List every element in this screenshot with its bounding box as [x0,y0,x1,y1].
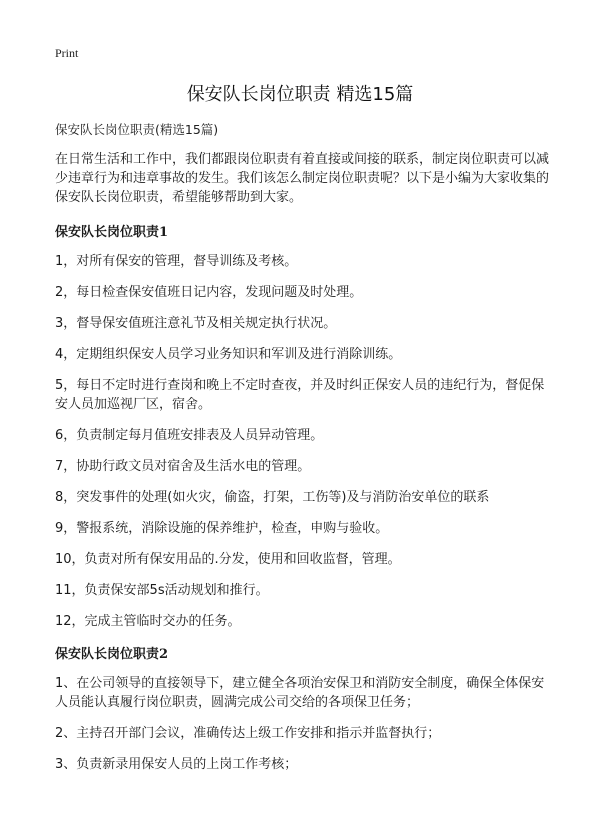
list-item: 1，对所有保安的管理，督导训练及考核。 [55,254,298,269]
list-item: 3，督导保安值班注意礼节及相关规定执行状况。 [55,316,337,331]
document-subtitle: 保安队长岗位职责(精选15篇) [55,122,219,137]
print-link[interactable]: Print [55,46,79,60]
list-item: 7，协助行政文员对宿舍及生活水电的管理。 [55,459,311,474]
document-title: 保安队长岗位职责 精选15篇 [186,84,414,105]
list-item: 11，负责保安部5s活动规划和推行。 [55,583,269,598]
list-item: 5，每日不定时进行查岗和晚上不定时查夜，并及时纠正保安人员的违纪行为，督促保安人员加巡视厂区，宿舍。 [55,378,545,412]
list-item: 2，每日检查保安值班日记内容，发现问题及时处理。 [55,285,363,300]
section-1 [55,221,555,631]
section-heading: 保安队长岗位职责1 [55,225,169,240]
list-item: 10，负责对所有保安用品的.分发，使用和回收监督，管理。 [55,552,401,567]
list-item: 9，警报系统，消除设施的保养维护，检查，申购与验收。 [55,521,389,536]
list-item: 8，突发事件的处理(如火灾，偷盗，打架，工伤等)及与消防治安单位的联系 [55,490,490,505]
list-item: 3、负责新录用保安人员的上岗工作考核； [55,757,298,772]
section-2 [55,643,555,774]
section-heading: 保安队长岗位职责2 [55,647,169,662]
list-item: 4，定期组织保安人员学习业务知识和军训及进行消除训练。 [55,347,402,362]
list-item: 2、主持召开部门会议，准确传达上级工作安排和指示并监督执行； [55,726,441,741]
document-body [55,120,555,786]
intro-paragraph: 在日常生活和工作中，我们都跟岗位职责有着直接或间接的联系，制定岗位职责可以减少违章行为和违章事故的发生。我们该怎么制定岗位职责呢？以下是小编为大家收集的保安队长岗位职责，希望能够帮助到大家。 [55,152,550,205]
list-item: 6，负责制定每月值班安排表及人员异动管理。 [55,428,324,443]
list-item: 1、在公司领导的直接领导下，建立健全各项治安保卫和消防安全制度，确保全体保安人员能认真履行岗位职责，圆满完成公司交给的各项保卫任务； [55,676,545,710]
list-item: 12，完成主管临时交办的任务。 [55,614,241,629]
